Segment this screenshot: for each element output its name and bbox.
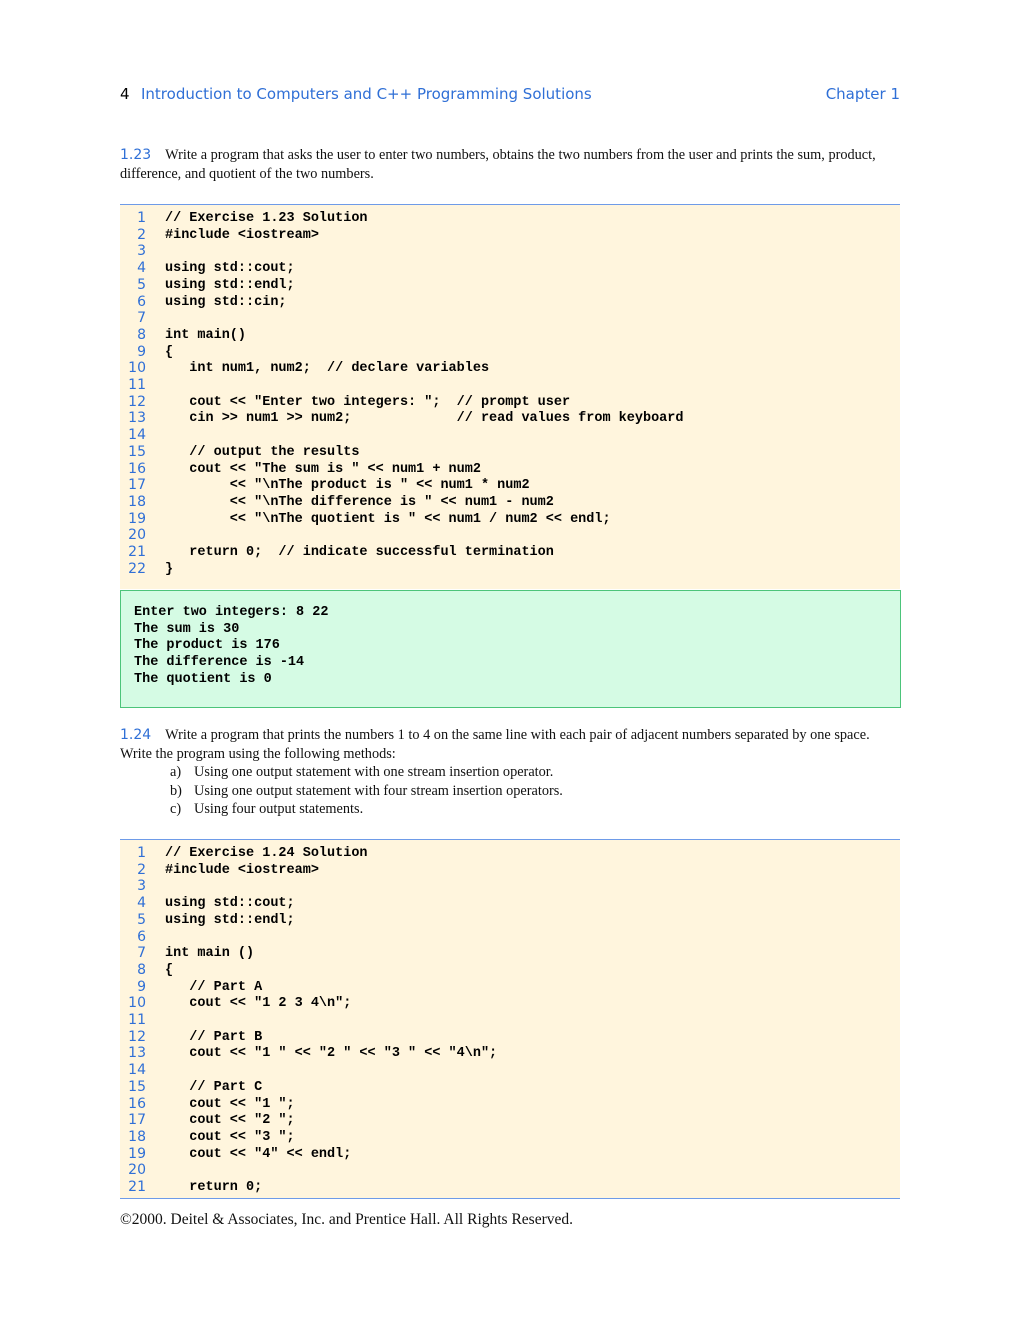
part-letter: b) xyxy=(170,782,182,799)
code-text: cout << "1 "; xyxy=(165,1096,295,1112)
output-line: The difference is -14 xyxy=(134,655,305,671)
code-text: { xyxy=(165,962,174,978)
line-number: 18 xyxy=(128,493,146,510)
line-number: 19 xyxy=(128,510,146,527)
code-text: int main() xyxy=(165,327,247,343)
exercise-number: 1.24 xyxy=(120,727,152,743)
code-text: cout << "Enter two integers: "; // prompt user xyxy=(165,394,571,410)
list-item xyxy=(120,782,901,801)
exercise-text: Write a program that prints the numbers 1 to 4 on the same line with each pair of adjacent numbers separated by one space. Write the program using the following methods: xyxy=(120,727,870,762)
line-number: 14 xyxy=(128,1062,146,1079)
exercise-1-23-prompt xyxy=(120,146,901,183)
line-number: 4 xyxy=(137,260,146,277)
line-number: 9 xyxy=(137,978,146,995)
line-number: 16 xyxy=(128,1095,146,1112)
line-number: 8 xyxy=(137,961,146,978)
line-number: 15 xyxy=(128,443,146,460)
line-number: 17 xyxy=(128,477,146,494)
output-line: The product is 176 xyxy=(134,638,280,654)
list-item xyxy=(120,763,901,782)
line-number: 21 xyxy=(128,1179,146,1195)
line-number: 2 xyxy=(137,861,146,878)
line-number: 6 xyxy=(137,928,146,945)
page-header xyxy=(120,85,900,107)
list-item xyxy=(120,800,901,819)
part-letter: c) xyxy=(170,801,182,817)
code-text: cout << "4" << endl; xyxy=(165,1146,352,1162)
line-number: 2 xyxy=(137,226,146,243)
line-number: 18 xyxy=(128,1128,146,1145)
copyright-footer: ©2000. Deitel & Associates, Inc. and Prentice Hall. All Rights Reserved. xyxy=(120,1211,574,1228)
code-text: } xyxy=(165,561,174,577)
line-number: 22 xyxy=(128,560,146,577)
line-number: 7 xyxy=(137,310,146,327)
code-text: cin >> num1 >> num2; // read values from keyboard xyxy=(165,411,684,427)
line-number: 13 xyxy=(128,1045,146,1062)
line-number: 10 xyxy=(128,360,146,377)
book-title: Introduction to Computers and C++ Programming Solutions xyxy=(141,85,592,103)
part-letter: a) xyxy=(170,764,182,780)
line-number: 8 xyxy=(137,326,146,343)
code-text: #include <iostream> xyxy=(165,227,319,243)
line-number: 20 xyxy=(128,527,146,544)
code-text: return 0; // indicate successful termination xyxy=(165,545,554,560)
code-text: // Part A xyxy=(165,979,263,995)
code-text: using std::cout; xyxy=(165,261,295,277)
line-number: 13 xyxy=(128,410,146,427)
line-number: 1 xyxy=(137,210,146,226)
code-text: // Part C xyxy=(165,1079,263,1095)
code-text: cout << "2 "; xyxy=(165,1113,295,1129)
line-number: 11 xyxy=(128,377,146,393)
output-line: The quotient is 0 xyxy=(134,671,272,687)
line-number: 6 xyxy=(137,293,146,310)
code-text: int main () xyxy=(165,946,255,962)
code-text: cout << "The sum is " << num1 + num2 xyxy=(165,461,481,477)
line-number: 21 xyxy=(128,544,146,560)
line-number: 5 xyxy=(137,276,146,293)
chapter-label: Chapter 1 xyxy=(825,85,900,103)
divider xyxy=(120,1198,900,1199)
code-text: << "\nThe difference is " << num1 - num2 xyxy=(165,494,554,510)
part-text: Using four output statements. xyxy=(194,801,364,817)
code-text: using std::cin; xyxy=(165,294,287,310)
line-number: 12 xyxy=(128,393,146,410)
code-listing-1-23 xyxy=(120,204,900,589)
code-text: using std::endl; xyxy=(165,277,295,293)
line-number: 17 xyxy=(128,1112,146,1129)
code-text: return 0; xyxy=(165,1180,263,1195)
exercise-text: Write a program that asks the user to enter two numbers, obtains the two numbers from the user and prints the sum, product, difference, and quotient of the two numbers. xyxy=(120,147,876,182)
page-number: 4 xyxy=(120,85,130,103)
exercise-1-24-prompt xyxy=(120,726,901,819)
line-number: 10 xyxy=(128,995,146,1012)
code-text: cout << "3 "; xyxy=(165,1129,295,1145)
code-text: cout << "1 " << "2 " << "3 " << "4\n"; xyxy=(165,1046,498,1062)
code-text: // output the results xyxy=(165,444,360,460)
code-listing-1-24 xyxy=(120,839,900,1199)
line-number: 20 xyxy=(128,1162,146,1179)
line-number: 9 xyxy=(137,343,146,360)
line-number: 5 xyxy=(137,911,146,928)
line-number: 19 xyxy=(128,1145,146,1162)
line-number: 11 xyxy=(128,1012,146,1028)
code-text: using std::cout; xyxy=(165,896,295,912)
exercise-number: 1.23 xyxy=(120,147,152,163)
code-text: #include <iostream> xyxy=(165,862,319,878)
line-number: 14 xyxy=(128,427,146,444)
code-text: cout << "1 2 3 4\n"; xyxy=(165,996,352,1012)
line-number: 16 xyxy=(128,460,146,477)
part-text: Using one output statement with one stream insertion operator. xyxy=(194,764,554,780)
line-number: 3 xyxy=(137,878,146,895)
line-number: 3 xyxy=(137,243,146,260)
code-text: int num1, num2; // declare variables xyxy=(165,361,490,377)
code-text: // Exercise 1.24 Solution xyxy=(165,846,368,861)
code-text: << "\nThe quotient is " << num1 / num2 << endl; xyxy=(165,511,611,527)
program-output-1-23 xyxy=(120,590,901,708)
line-number: 1 xyxy=(137,845,146,861)
part-text: Using one output statement with four stream insertion operators. xyxy=(194,782,563,799)
exercise-parts-list xyxy=(120,763,901,819)
line-number: 15 xyxy=(128,1078,146,1095)
output-line: Enter two integers: 8 22 xyxy=(134,605,329,620)
code-text: { xyxy=(165,344,174,360)
line-number: 7 xyxy=(137,945,146,962)
code-text: using std::endl; xyxy=(165,912,295,928)
code-text: // Exercise 1.23 Solution xyxy=(165,211,368,226)
code-text: // Part B xyxy=(165,1029,263,1045)
line-number: 12 xyxy=(128,1028,146,1045)
code-text: << "\nThe product is " << num1 * num2 xyxy=(165,478,530,494)
output-line: The sum is 30 xyxy=(134,621,240,637)
line-number: 4 xyxy=(137,895,146,912)
